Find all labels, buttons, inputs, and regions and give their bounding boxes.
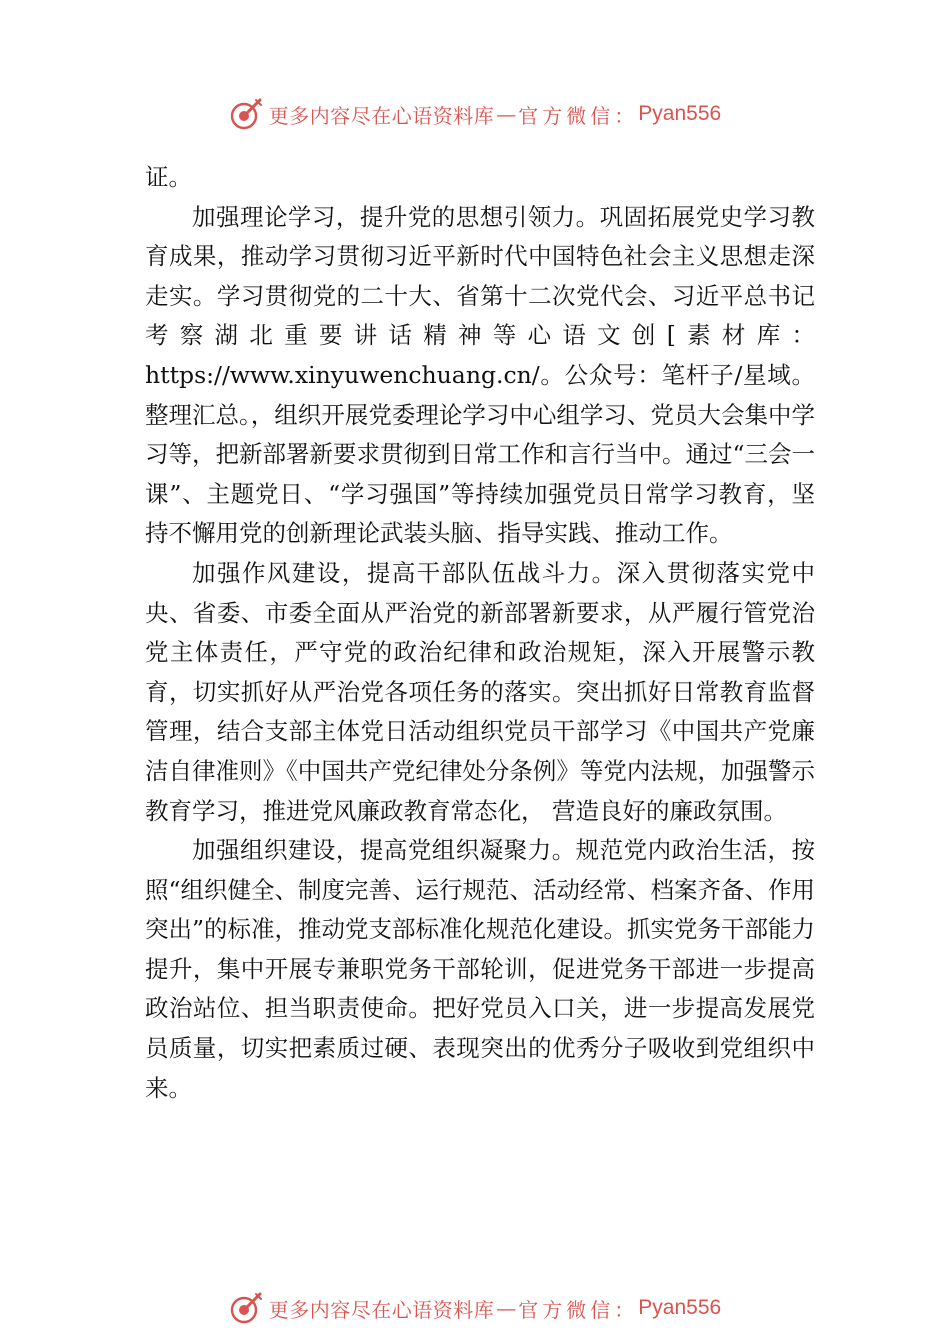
footer-banner xyxy=(0,1288,950,1328)
paragraph-continuation: 证。 xyxy=(145,163,192,191)
pen-logo-icon xyxy=(229,97,263,131)
footer-separator: — xyxy=(496,1296,517,1320)
header-wechat-label: 官方微信： xyxy=(518,103,639,128)
document-body xyxy=(145,158,815,1108)
header-separator: — xyxy=(496,102,517,126)
paragraph-work-style: 加强作风建设，提高干部队伍战斗力。深入贯彻落实党中央、省委、市委全面从严治党的新部署新要求，从严履行管党治党主体责任，严守党的政治纪律和政治规矩，深入开展警示教育，切实抓好从严治党各项任务的落实。突出抓好日常教育监督管理，结合支部主体党日活动组织党员干部学习《中国共产党廉洁自律准则》《中国共产党纪律处分条例》等党内法规，加强警示教育学习，推进党风廉政教育常态化， 营造良好的廉政氛围。 xyxy=(145,558,815,825)
pen-logo-icon xyxy=(229,1291,263,1325)
footer-wechat-id: Pyan556 xyxy=(638,1296,722,1319)
header-site-text: 更多内容尽在心语资料库 xyxy=(268,103,495,128)
header-wechat-id: Pyan556 xyxy=(638,102,722,125)
footer-wechat-label: 官方微信： xyxy=(518,1297,639,1322)
paragraph-organization: 加强组织建设，提高党组织凝聚力。规范党内政治生活，按照“组织健全、制度完善、运行规范、活动经常、档案齐备、作用突出”的标准，推动党支部标准化规范化建设。抓实党务干部能力提升，集中开展专兼职党务干部轮训，促进党务干部进一步提高政治站位、担当职责使命。把好党员入口关，进一步提高发展党员质量，切实把素质过硬、表现突出的优秀分子吸收到党组织中来。 xyxy=(145,836,816,1102)
footer-site-text: 更多内容尽在心语资料库 xyxy=(268,1297,495,1322)
paragraph-theory-study: 加强理论学习，提升党的思想引领力。巩固拓展党史学习教育成果，推动学习贯彻习近平新时代中国特色社会主义思想走深走实。学习贯彻党的二十大、省第十二次党代会、习近平总书记考察湖北重要讲话精神等心语文创[素材库：https://www.xinyuwenchuang.cn/。公众号：笔杆子/星域。整理汇总。，组织开展党委理论学习中心组学习、党员大会集中学习等，把新部署新要求贯彻到日常工作和言行当中。通过“三会一课”、主题党日、“学习强国”等持续加强党员日常学习教育，坚持不懈用党的创新理论武装头脑、指导实践、推动工作。 xyxy=(145,202,816,548)
header-banner xyxy=(0,94,950,134)
